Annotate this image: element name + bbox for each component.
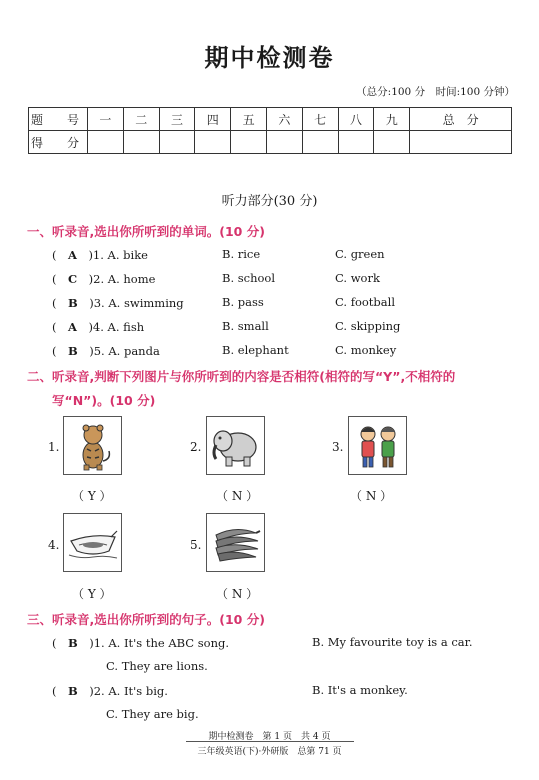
list-item: ( A )4. A. fish	[52, 320, 145, 334]
option-b: B. school	[222, 271, 276, 285]
option-a: )4. A. fish	[88, 320, 145, 334]
list-item: ( B )3. A. swimming	[52, 296, 184, 310]
option-b: B. My favourite toy is a car.	[312, 635, 473, 649]
score-header-cell: 八	[338, 108, 374, 131]
part2-heading-line2: 写“N”)。(10 分)	[52, 393, 156, 408]
picture-number: 5.	[190, 538, 202, 552]
option-a: )1. A. It's the ABC song.	[89, 636, 230, 650]
score-cell	[410, 131, 512, 154]
score-header-cell: 题 号	[29, 108, 88, 131]
score-header-cell: 三	[159, 108, 195, 131]
option-b: B. elephant	[222, 343, 289, 357]
footer-divider	[186, 741, 354, 742]
option-c: C. monkey	[335, 343, 397, 357]
option-b: B. It's a monkey.	[312, 683, 408, 697]
answer: B	[68, 636, 78, 650]
option-a: )1. A. bike	[88, 248, 148, 262]
list-item: ( B )1. A. It's the ABC song.	[52, 636, 230, 650]
score-header-cell: 六	[266, 108, 302, 131]
list-item: ( A )1. A. bike	[52, 248, 148, 262]
option-c: C. football	[335, 295, 395, 309]
answer-parenthesis: （ Y ）	[72, 587, 112, 601]
score-table-score-row	[29, 131, 512, 154]
option-a: )2. A. home	[88, 272, 156, 286]
elephant-icon	[206, 416, 265, 475]
part3-heading: 三、听录音,选出你所听到的句子。(10 分)	[27, 612, 265, 627]
score-cell	[195, 131, 231, 154]
score-header-cell: 二	[123, 108, 159, 131]
tiger-icon	[63, 416, 122, 475]
score-header-cell: 九	[374, 108, 410, 131]
list-item: ( C )2. A. home	[52, 272, 156, 286]
answer-parenthesis: （ Y ）	[72, 489, 112, 503]
answer: B	[68, 296, 78, 310]
answer-parenthesis: （ N ）	[350, 489, 393, 503]
score-cell	[302, 131, 338, 154]
score-header-cell: 五	[231, 108, 267, 131]
score-cell	[374, 131, 410, 154]
option-c: C. They are lions.	[106, 659, 208, 673]
score-header-cell: 七	[302, 108, 338, 131]
children-icon	[348, 416, 407, 475]
score-cell	[159, 131, 195, 154]
score-header-cell: 四	[195, 108, 231, 131]
score-cell	[123, 131, 159, 154]
answer: A	[68, 248, 77, 262]
answer-parenthesis: （ N ）	[216, 489, 259, 503]
section-title: 听力部分(30 分)	[221, 194, 318, 209]
answer: B	[68, 344, 78, 358]
score-table	[28, 107, 512, 154]
list-item: ( B )2. A. It's big.	[52, 684, 168, 698]
option-b: B. rice	[222, 247, 261, 261]
list-item: ( B )5. A. panda	[52, 344, 160, 358]
option-a: )5. A. panda	[89, 344, 160, 358]
score-cell	[266, 131, 302, 154]
answer: A	[68, 320, 77, 334]
option-b: B. small	[222, 319, 269, 333]
score-row-label: 得 分	[29, 131, 88, 154]
option-b: B. pass	[222, 295, 264, 309]
footer-book-info: 三年级英语(下)·外研版 总第 71 页	[197, 747, 342, 757]
part1-heading: 一、听录音,选出你所听到的单词。(10 分)	[27, 224, 265, 239]
option-a: )2. A. It's big.	[89, 684, 168, 698]
picture-number: 2.	[190, 440, 202, 454]
option-c: C. work	[335, 271, 380, 285]
score-header-cell: 一	[88, 108, 124, 131]
answer: B	[68, 684, 78, 698]
boat-icon	[63, 513, 122, 572]
option-c: C. They are big.	[106, 707, 199, 721]
score-cell	[231, 131, 267, 154]
part2-heading-line1: 二、听录音,判断下列图片与你所听到的内容是否相符(相符的写“Y”,不相符的	[27, 369, 456, 384]
picture-number: 1.	[48, 440, 60, 454]
option-c: C. skipping	[335, 319, 401, 333]
bananas-icon	[206, 513, 265, 572]
footer-page-info: 期中检测卷 第 1 页 共 4 页	[208, 732, 331, 742]
exam-meta: （总分:100 分 时间:100 分钟）	[356, 86, 515, 98]
score-cell	[88, 131, 124, 154]
score-cell	[338, 131, 374, 154]
option-a: )3. A. swimming	[89, 296, 184, 310]
score-table-header-row	[29, 108, 512, 131]
answer-parenthesis: （ N ）	[216, 587, 259, 601]
page-title: 期中检测卷	[204, 43, 335, 72]
score-header-cell: 总 分	[410, 108, 512, 131]
option-c: C. green	[335, 247, 385, 261]
answer: C	[68, 272, 78, 286]
picture-number: 4.	[48, 538, 60, 552]
picture-number: 3.	[332, 440, 344, 454]
